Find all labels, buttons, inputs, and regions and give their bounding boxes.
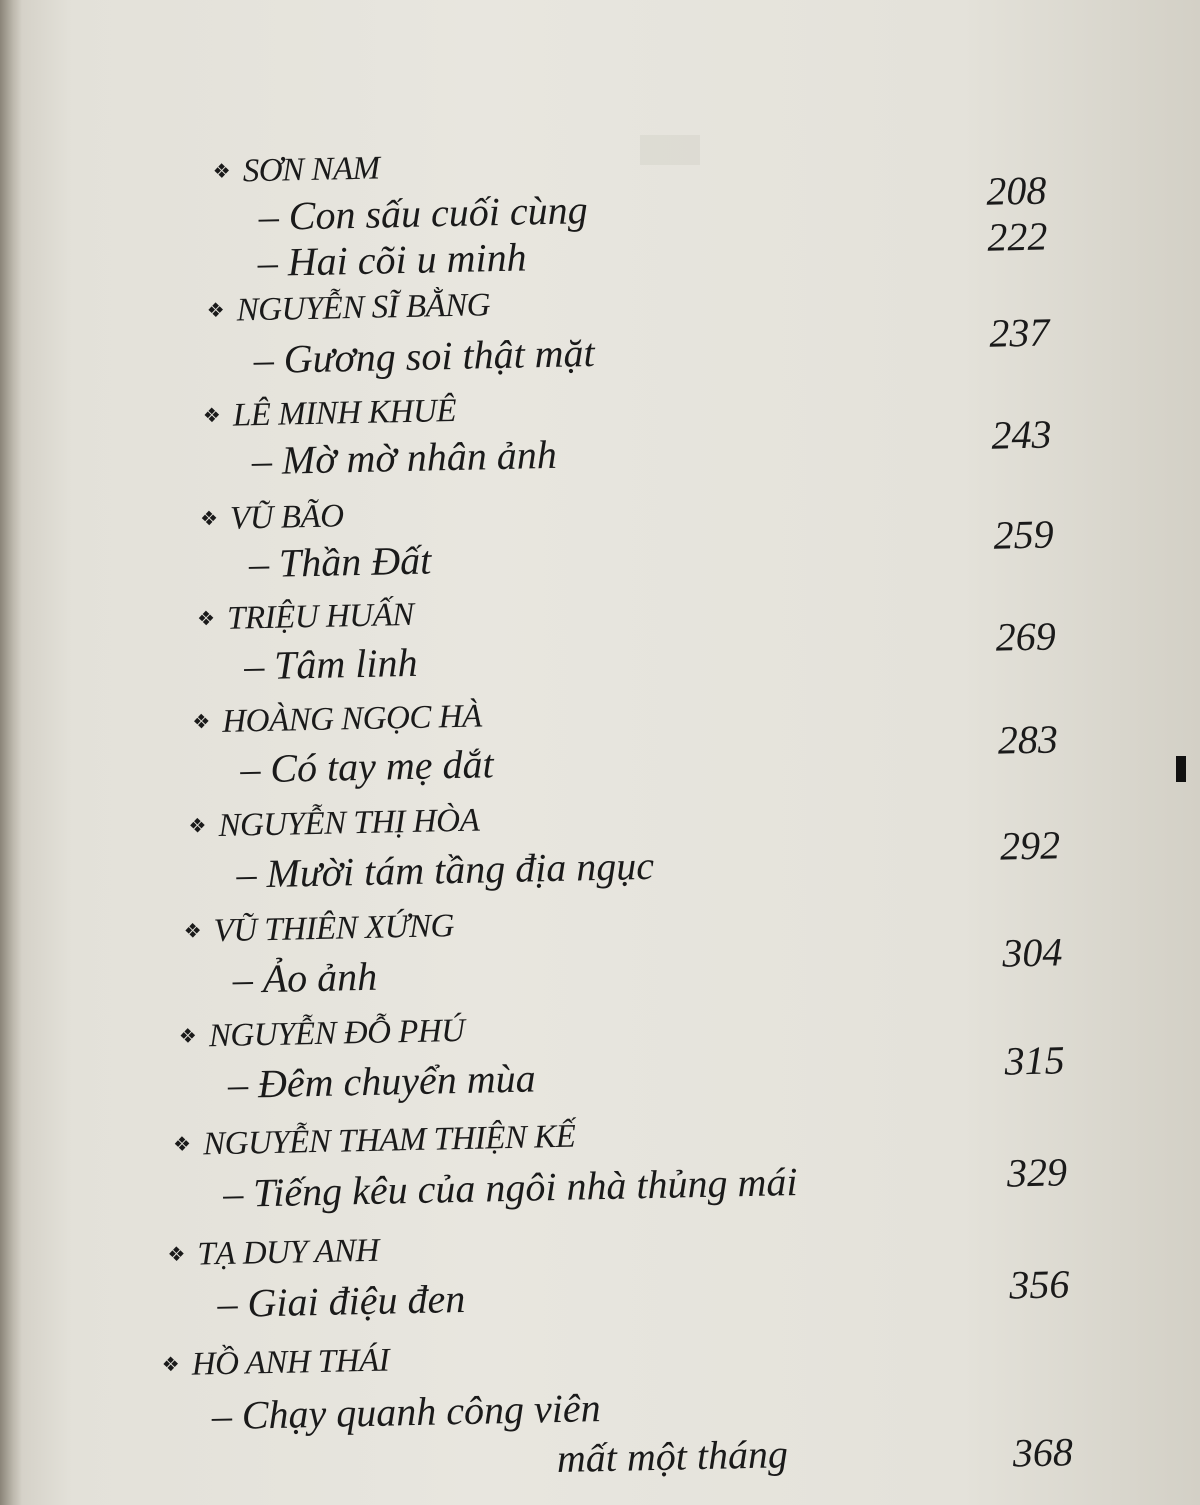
- story-title: – Ảo ảnh: [232, 953, 378, 1002]
- author-heading: [173, 1119, 576, 1164]
- four-diamond-bullet-icon: ❖: [196, 607, 215, 631]
- four-diamond-bullet-icon: ❖: [188, 815, 207, 838]
- author-heading: [179, 1013, 465, 1056]
- author-name: VŨ THIÊN XỨNG: [213, 908, 455, 950]
- four-diamond-bullet-icon: ❖: [206, 299, 225, 323]
- story-title: – Hai cõi u minh: [257, 234, 528, 286]
- author-name: VŨ BÃO: [229, 498, 344, 537]
- author-name: NGUYỄN THAM THIỆN KẾ: [202, 1118, 576, 1163]
- author-heading: [183, 908, 454, 951]
- four-diamond-bullet-icon: ❖: [192, 711, 210, 734]
- story-title: – Đêm chuyển mùa: [227, 1055, 537, 1107]
- author-name: NGUYỄN ĐỖ PHÚ: [208, 1012, 465, 1055]
- author-name: HOÀNG NGỌC HÀ: [221, 698, 482, 740]
- four-diamond-bullet-icon: ❖: [172, 1133, 191, 1156]
- story-title: – Chạy quanh công viên: [211, 1385, 602, 1439]
- page-number: 315: [1004, 1037, 1066, 1084]
- page-number: 368: [1012, 1429, 1074, 1476]
- story-title: – Gương soi thật mặt: [253, 330, 596, 383]
- page-number: 243: [991, 411, 1052, 458]
- page-number: 356: [1008, 1261, 1070, 1308]
- page-number: 304: [1001, 929, 1063, 976]
- page-number: 222: [986, 213, 1048, 260]
- author-heading: [206, 287, 490, 330]
- author-name: HỒ ANH THÁI: [191, 1342, 390, 1383]
- four-diamond-bullet-icon: ❖: [167, 1243, 186, 1267]
- author-heading: [212, 150, 379, 190]
- author-heading: [203, 393, 457, 435]
- author-name: TẠ DUY ANH: [197, 1232, 380, 1273]
- author-heading: [188, 803, 479, 846]
- author-heading: [192, 698, 482, 741]
- four-diamond-bullet-icon: ❖: [183, 920, 202, 943]
- four-diamond-bullet-icon: ❖: [161, 1353, 180, 1377]
- author-name: NGUYỄN SĨ BẰNG: [236, 287, 491, 329]
- story-title: – Mười tám tầng địa ngục: [236, 842, 655, 897]
- four-diamond-bullet-icon: ❖: [212, 160, 231, 183]
- page-number: 208: [985, 167, 1047, 214]
- author-heading: [161, 1343, 389, 1385]
- author-name: NGUYỄN THỊ HÒA: [218, 802, 480, 845]
- story-title: – Giai điệu đen: [217, 1275, 466, 1327]
- story-title: – Thần Đất: [248, 537, 432, 587]
- story-title: – Tâm linh: [243, 639, 418, 689]
- story-title-continued: mất một tháng: [556, 1431, 789, 1482]
- page-number: 269: [995, 613, 1057, 660]
- author-name: LÊ MINH KHUÊ: [232, 392, 457, 434]
- page-number: 292: [999, 822, 1061, 869]
- story-title: – Tiếng kêu của ngôi nhà thủng mái: [222, 1158, 798, 1216]
- author-name: SƠN NAM: [242, 150, 380, 190]
- story-title: – Có tay mẹ dắt: [239, 741, 495, 792]
- page-number: 283: [997, 716, 1059, 763]
- four-diamond-bullet-icon: ❖: [199, 507, 218, 531]
- author-heading: [167, 1233, 379, 1274]
- author-heading: [197, 597, 414, 639]
- author-name: TRIỆU HUẤN: [226, 596, 415, 637]
- page-number: 259: [993, 511, 1055, 558]
- four-diamond-bullet-icon: ❖: [178, 1025, 197, 1048]
- story-title: – Mờ mờ nhân ảnh: [251, 431, 558, 484]
- page-number: 329: [1006, 1149, 1068, 1196]
- story-title: – Con sấu cuối cùng: [258, 187, 589, 240]
- four-diamond-bullet-icon: ❖: [202, 404, 221, 428]
- page-number: 237: [988, 309, 1050, 356]
- author-heading: [200, 498, 344, 538]
